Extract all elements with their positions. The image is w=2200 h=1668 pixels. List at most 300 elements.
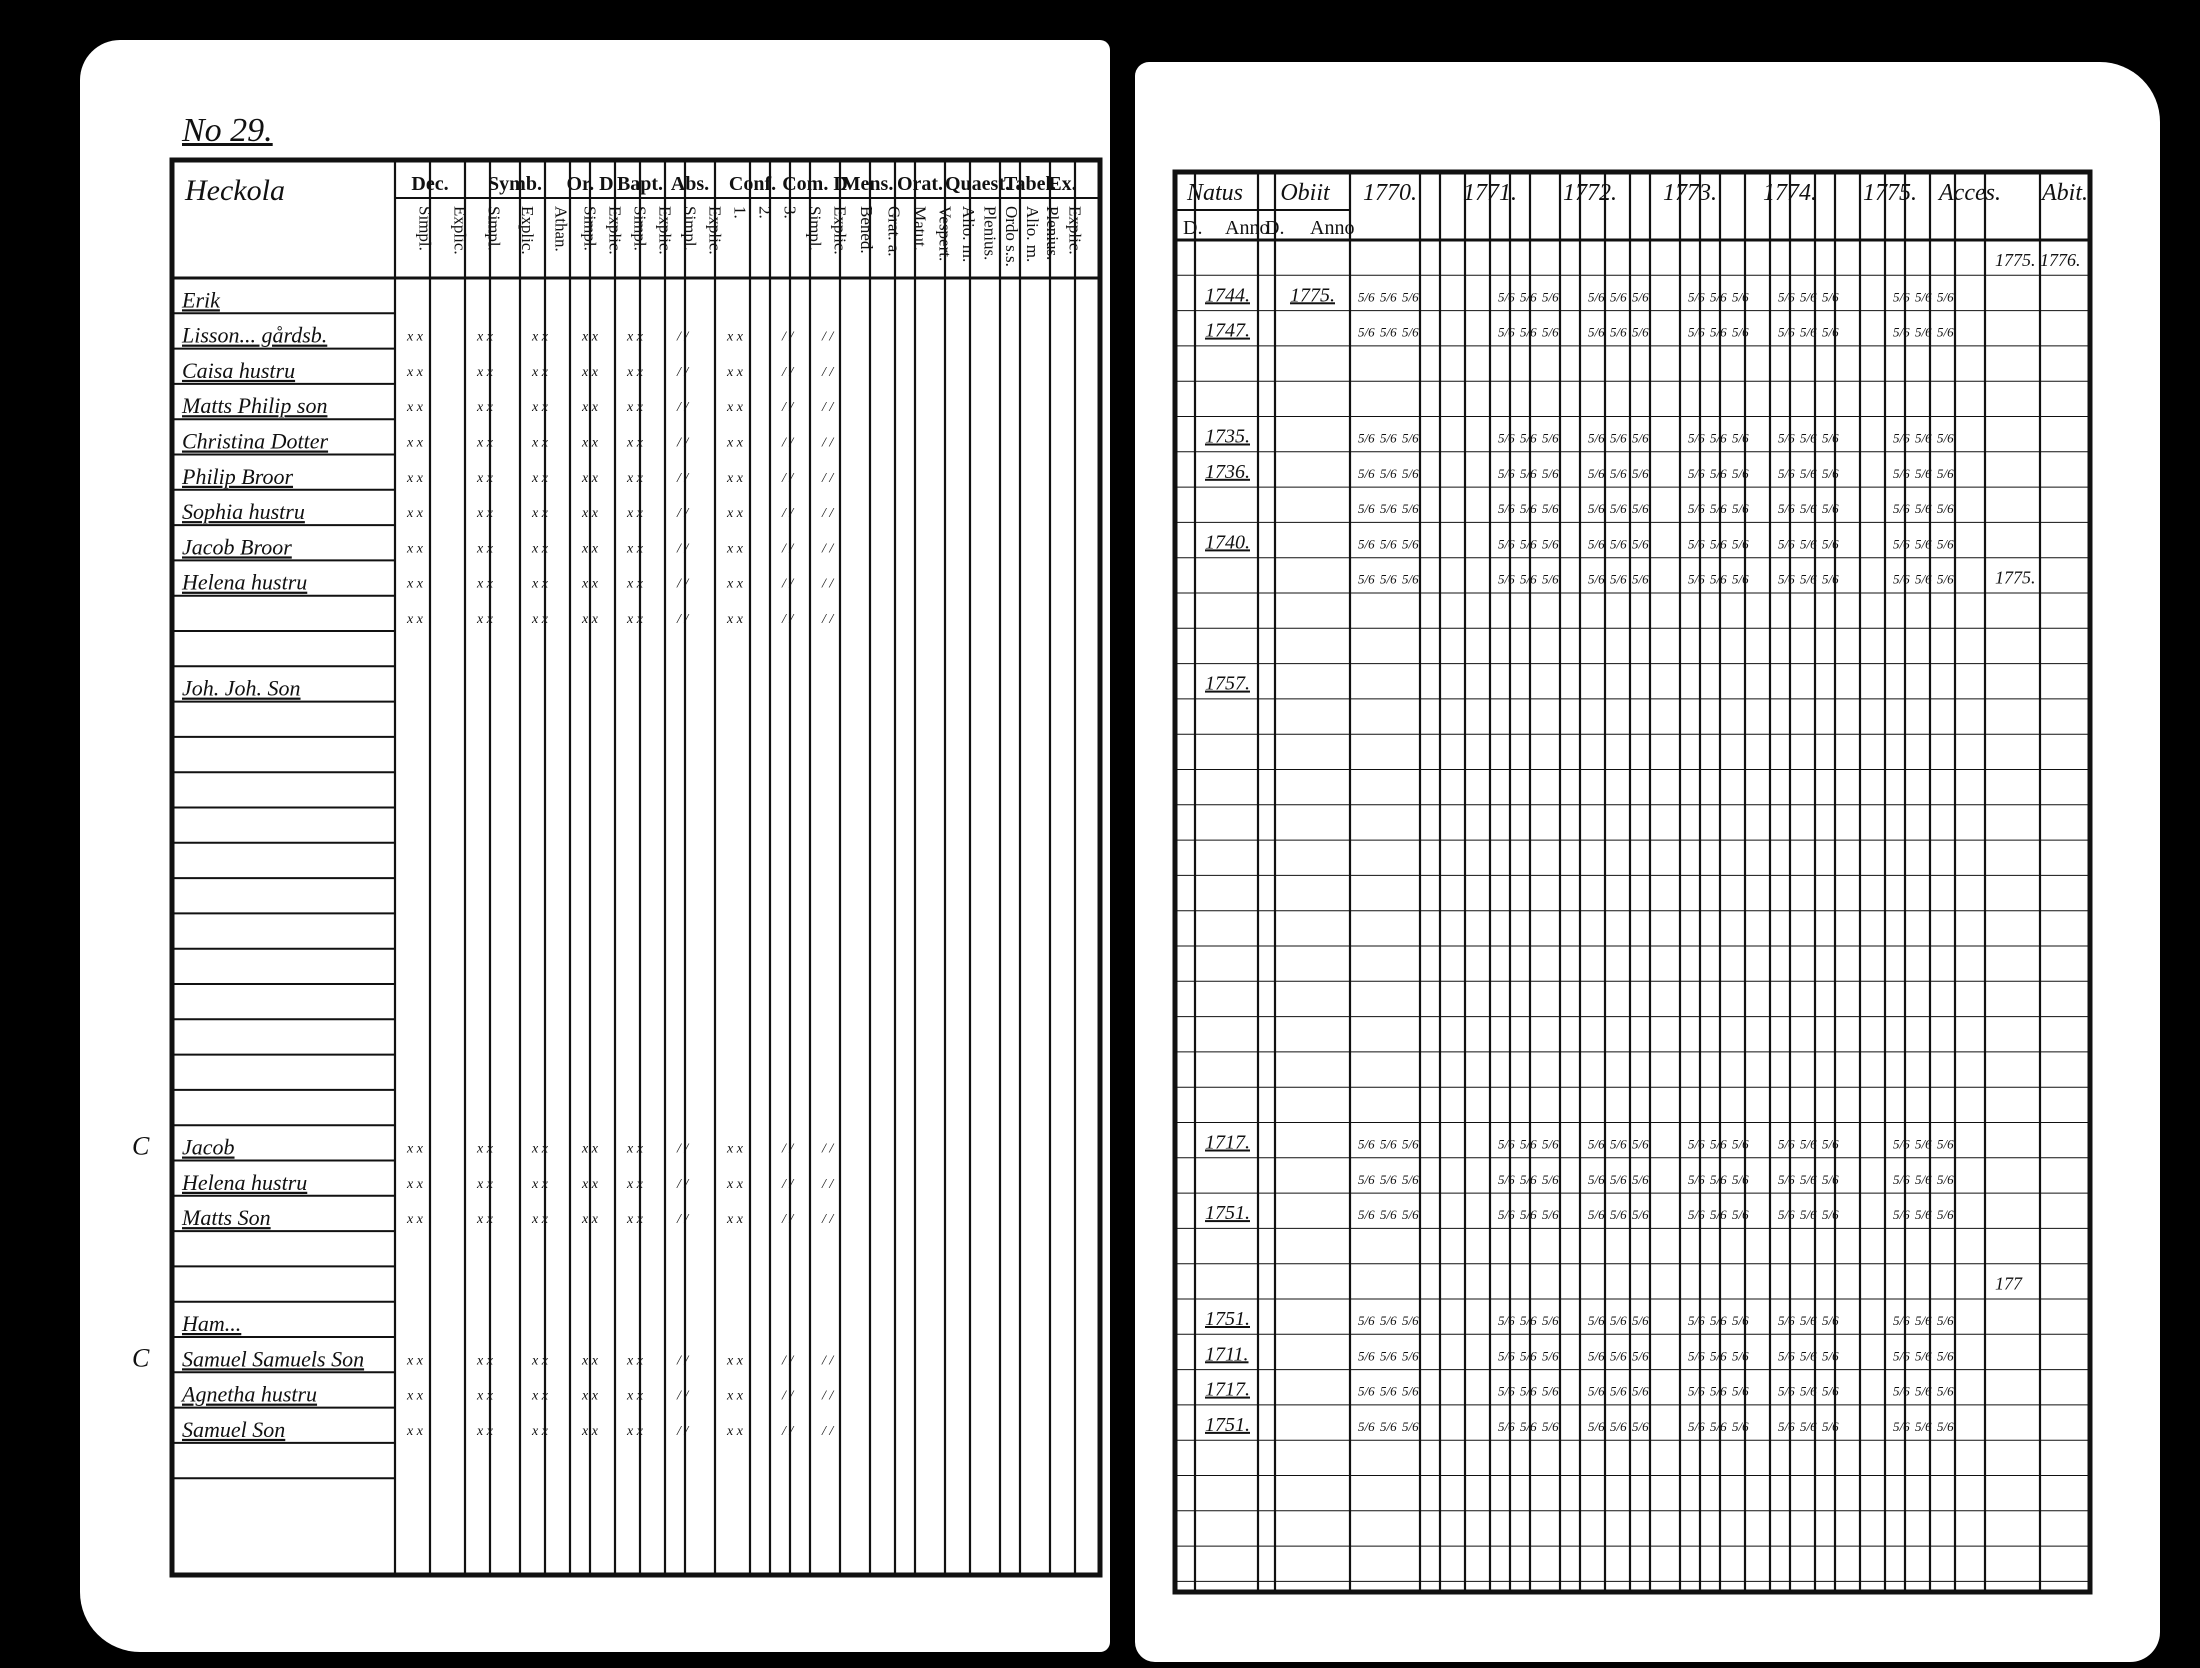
exam-score-mark: 5/6 bbox=[1778, 1207, 1795, 1223]
progress-mark: x x bbox=[532, 1212, 548, 1228]
progress-mark: x x bbox=[407, 329, 423, 345]
progress-mark: x x bbox=[627, 435, 643, 451]
progress-mark: x x bbox=[407, 576, 423, 592]
exam-score-mark: 5/6 bbox=[1893, 571, 1910, 587]
progress-mark: x x bbox=[477, 1176, 493, 1192]
exam-score-mark: 5/6 bbox=[1402, 1348, 1419, 1364]
member-name: Joh. Joh. Son bbox=[182, 675, 301, 701]
exam-score-mark: 5/6 bbox=[1498, 324, 1515, 340]
exam-score-mark: 5/6 bbox=[1800, 501, 1817, 517]
exam-score-mark: 5/6 bbox=[1732, 1171, 1749, 1187]
progress-mark: / / bbox=[782, 576, 794, 592]
progress-mark: / / bbox=[822, 435, 834, 451]
exam-score-mark: 5/6 bbox=[1800, 1383, 1817, 1399]
member-name: Matts Son bbox=[182, 1205, 271, 1231]
exam-score-mark: 5/6 bbox=[1778, 501, 1795, 517]
progress-mark: x x bbox=[627, 612, 643, 627]
progress-mark: x x bbox=[477, 576, 493, 592]
exam-score-mark: 5/6 bbox=[1732, 501, 1749, 517]
exam-score-mark: 5/6 bbox=[1937, 536, 1954, 552]
birth-year: 1717. bbox=[1205, 1378, 1250, 1401]
progress-mark: / / bbox=[822, 1176, 834, 1192]
progress-mark: x x bbox=[477, 435, 493, 451]
exam-score-mark: 5/6 bbox=[1800, 536, 1817, 552]
progress-mark: x x bbox=[407, 612, 423, 627]
year-column-header: 1774. bbox=[1763, 180, 1817, 206]
progress-mark: x x bbox=[582, 576, 598, 592]
exam-score-mark: 5/6 bbox=[1380, 430, 1397, 446]
exam-score-mark: 5/6 bbox=[1893, 1171, 1910, 1187]
acces-abit-year: 1775. 1776. bbox=[1995, 250, 2081, 270]
exam-score-mark: 5/6 bbox=[1520, 465, 1537, 481]
progress-mark: / / bbox=[677, 1212, 689, 1228]
exam-score-mark: 5/6 bbox=[1710, 571, 1727, 587]
birth-year: 1747. bbox=[1205, 319, 1250, 342]
progress-mark: / / bbox=[822, 1141, 834, 1157]
progress-mark: x x bbox=[727, 329, 743, 345]
exam-score-mark: 5/6 bbox=[1893, 1383, 1910, 1399]
column-sub-label: Simpl. bbox=[415, 206, 435, 251]
exam-score-mark: 5/6 bbox=[1915, 501, 1932, 517]
progress-mark: x x bbox=[477, 364, 493, 380]
exam-score-mark: 5/6 bbox=[1402, 571, 1419, 587]
acces-abit-year: 1775. bbox=[1995, 567, 2036, 588]
exam-score-mark: 5/6 bbox=[1402, 1418, 1419, 1434]
column-sub-label: Explic. bbox=[655, 206, 675, 255]
exam-score-mark: 5/6 bbox=[1542, 289, 1559, 305]
exam-score-mark: 5/6 bbox=[1710, 289, 1727, 305]
exam-score-mark: 5/6 bbox=[1402, 1171, 1419, 1187]
progress-mark: / / bbox=[782, 1423, 794, 1439]
column-group-label: Orat. bbox=[896, 173, 944, 195]
progress-mark: x x bbox=[582, 1353, 598, 1369]
exam-score-mark: 5/6 bbox=[1800, 289, 1817, 305]
progress-mark: / / bbox=[782, 1141, 794, 1157]
column-group-label: Or. D bbox=[566, 173, 614, 195]
progress-mark: / / bbox=[782, 1176, 794, 1192]
progress-mark: x x bbox=[407, 400, 423, 416]
member-name: Jacob Broor bbox=[182, 534, 292, 560]
exam-score-mark: 5/6 bbox=[1710, 536, 1727, 552]
exam-score-mark: 5/6 bbox=[1358, 571, 1375, 587]
progress-mark: x x bbox=[627, 541, 643, 557]
exam-score-mark: 5/6 bbox=[1542, 1171, 1559, 1187]
exam-score-mark: 5/6 bbox=[1380, 465, 1397, 481]
column-sub-label: Plenius. bbox=[1043, 206, 1062, 261]
exam-score-mark: 5/6 bbox=[1688, 1418, 1705, 1434]
exam-score-mark: 5/6 bbox=[1822, 1171, 1839, 1187]
exam-score-mark: 5/6 bbox=[1710, 501, 1727, 517]
exam-score-mark: 5/6 bbox=[1732, 536, 1749, 552]
progress-mark: / / bbox=[822, 1353, 834, 1369]
exam-score-mark: 5/6 bbox=[1822, 1313, 1839, 1328]
birth-year: 1757. bbox=[1205, 672, 1250, 695]
exam-score-mark: 5/6 bbox=[1893, 289, 1910, 305]
exam-score-mark: 5/6 bbox=[1688, 324, 1705, 340]
exam-score-mark: 5/6 bbox=[1632, 501, 1649, 517]
exam-score-mark: 5/6 bbox=[1937, 571, 1954, 587]
column-group-label: Bapt. bbox=[616, 173, 664, 195]
exam-score-mark: 5/6 bbox=[1520, 571, 1537, 587]
progress-mark: x x bbox=[477, 470, 493, 486]
exam-score-mark: 5/6 bbox=[1402, 1313, 1419, 1328]
exam-score-mark: 5/6 bbox=[1822, 465, 1839, 481]
column-group-label: Symb. bbox=[488, 173, 542, 195]
progress-mark: / / bbox=[822, 506, 834, 522]
year-column-header: 1771. bbox=[1463, 180, 1517, 206]
exam-score-mark: 5/6 bbox=[1778, 465, 1795, 481]
progress-mark: / / bbox=[822, 470, 834, 486]
progress-mark: x x bbox=[477, 329, 493, 345]
exam-score-mark: 5/6 bbox=[1358, 1171, 1375, 1187]
birth-year: 1744. bbox=[1205, 284, 1250, 307]
margin-mark: C bbox=[132, 1131, 150, 1161]
exam-score-mark: 5/6 bbox=[1610, 430, 1627, 446]
progress-mark: x x bbox=[477, 1388, 493, 1404]
progress-mark: / / bbox=[677, 1353, 689, 1369]
progress-mark: x x bbox=[407, 1141, 423, 1157]
column-sub-label: Athan. bbox=[551, 206, 571, 252]
progress-mark: x x bbox=[582, 1176, 598, 1192]
exam-score-mark: 5/6 bbox=[1688, 430, 1705, 446]
progress-mark: x x bbox=[407, 1388, 423, 1404]
exam-score-mark: 5/6 bbox=[1610, 1418, 1627, 1434]
exam-score-mark: 5/6 bbox=[1688, 1207, 1705, 1223]
progress-mark: x x bbox=[582, 506, 598, 522]
exam-score-mark: 5/6 bbox=[1822, 324, 1839, 340]
exam-score-mark: 5/6 bbox=[1822, 571, 1839, 587]
progress-mark: / / bbox=[782, 470, 794, 486]
progress-mark: / / bbox=[677, 612, 689, 627]
exam-score-mark: 5/6 bbox=[1893, 1136, 1910, 1152]
exam-score-mark: 5/6 bbox=[1610, 501, 1627, 517]
progress-mark: / / bbox=[677, 541, 689, 557]
exam-score-mark: 5/6 bbox=[1778, 324, 1795, 340]
margin-mark: C bbox=[132, 1343, 150, 1373]
progress-mark: / / bbox=[677, 470, 689, 486]
exam-score-mark: 5/6 bbox=[1778, 430, 1795, 446]
progress-mark: x x bbox=[532, 470, 548, 486]
exam-score-mark: 5/6 bbox=[1588, 571, 1605, 587]
exam-score-mark: 5/6 bbox=[1610, 1136, 1627, 1152]
member-name: Matts Philip son bbox=[182, 393, 328, 419]
progress-mark: / / bbox=[822, 576, 834, 592]
exam-score-mark: 5/6 bbox=[1778, 1383, 1795, 1399]
exam-score-mark: 5/6 bbox=[1358, 1383, 1375, 1399]
progress-mark: x x bbox=[727, 612, 743, 627]
progress-mark: x x bbox=[627, 1353, 643, 1369]
exam-score-mark: 5/6 bbox=[1542, 501, 1559, 517]
exam-score-mark: 5/6 bbox=[1778, 536, 1795, 552]
exam-score-mark: 5/6 bbox=[1632, 1136, 1649, 1152]
progress-mark: x x bbox=[407, 364, 423, 380]
exam-score-mark: 5/6 bbox=[1402, 465, 1419, 481]
progress-mark: x x bbox=[407, 435, 423, 451]
exam-score-mark: 5/6 bbox=[1915, 1313, 1932, 1328]
progress-mark: x x bbox=[477, 541, 493, 557]
exam-score-mark: 5/6 bbox=[1778, 289, 1795, 305]
exam-score-mark: 5/6 bbox=[1915, 1136, 1932, 1152]
progress-mark: x x bbox=[582, 541, 598, 557]
exam-score-mark: 5/6 bbox=[1610, 1207, 1627, 1223]
column-group-label: Quaest. bbox=[945, 173, 1010, 195]
exam-score-mark: 5/6 bbox=[1915, 571, 1932, 587]
exam-score-mark: 5/6 bbox=[1380, 536, 1397, 552]
progress-mark: x x bbox=[627, 470, 643, 486]
exam-score-mark: 5/6 bbox=[1498, 1348, 1515, 1364]
place-name: Heckola bbox=[185, 174, 285, 207]
progress-mark: x x bbox=[627, 1388, 643, 1404]
page-number: No 29. bbox=[182, 112, 273, 149]
exam-score-mark: 5/6 bbox=[1520, 1418, 1537, 1434]
exam-score-mark: 5/6 bbox=[1732, 1418, 1749, 1434]
exam-score-mark: 5/6 bbox=[1800, 1171, 1817, 1187]
exam-score-mark: 5/6 bbox=[1822, 1207, 1839, 1223]
exam-score-mark: 5/6 bbox=[1800, 1418, 1817, 1434]
exam-score-mark: 5/6 bbox=[1358, 289, 1375, 305]
exam-score-mark: 5/6 bbox=[1498, 571, 1515, 587]
progress-mark: / / bbox=[782, 364, 794, 380]
exam-score-mark: 5/6 bbox=[1937, 501, 1954, 517]
exam-score-mark: 5/6 bbox=[1632, 1313, 1649, 1328]
progress-mark: x x bbox=[477, 612, 493, 627]
column-sub-label: Simpl. bbox=[805, 206, 825, 251]
exam-score-mark: 5/6 bbox=[1610, 1383, 1627, 1399]
progress-mark: / / bbox=[782, 1212, 794, 1228]
exam-score-mark: 5/6 bbox=[1520, 1348, 1537, 1364]
exam-score-mark: 5/6 bbox=[1358, 465, 1375, 481]
exam-score-mark: 5/6 bbox=[1498, 1171, 1515, 1187]
exam-score-mark: 5/6 bbox=[1380, 1383, 1397, 1399]
year-column-header: 1770. bbox=[1363, 180, 1417, 206]
birth-year: 1751. bbox=[1205, 1413, 1250, 1436]
column-sub-label: Explic. bbox=[1065, 206, 1085, 255]
exam-score-mark: 5/6 bbox=[1800, 571, 1817, 587]
progress-mark: x x bbox=[477, 1212, 493, 1228]
exam-score-mark: 5/6 bbox=[1542, 1136, 1559, 1152]
year-column-header: Abit. bbox=[2042, 180, 2088, 206]
exam-score-mark: 5/6 bbox=[1610, 1348, 1627, 1364]
column-sub-label: Vespert. bbox=[935, 206, 955, 262]
exam-score-mark: 5/6 bbox=[1893, 1313, 1910, 1328]
exam-score-mark: 5/6 bbox=[1688, 1313, 1705, 1328]
exam-score-mark: 5/6 bbox=[1520, 501, 1537, 517]
exam-score-mark: 5/6 bbox=[1542, 1348, 1559, 1364]
exam-score-mark: 5/6 bbox=[1937, 430, 1954, 446]
birth-year: 1751. bbox=[1205, 1202, 1250, 1225]
birth-year: 1711. bbox=[1205, 1343, 1249, 1366]
progress-mark: / / bbox=[677, 1388, 689, 1404]
exam-score-mark: 5/6 bbox=[1610, 536, 1627, 552]
exam-score-mark: 5/6 bbox=[1778, 1136, 1795, 1152]
exam-score-mark: 5/6 bbox=[1937, 465, 1954, 481]
progress-mark: x x bbox=[477, 1423, 493, 1439]
exam-score-mark: 5/6 bbox=[1610, 1313, 1627, 1328]
exam-score-mark: 5/6 bbox=[1632, 430, 1649, 446]
progress-mark: / / bbox=[822, 400, 834, 416]
progress-mark: x x bbox=[582, 1141, 598, 1157]
column-group-label: Mens. bbox=[841, 173, 894, 195]
exam-score-mark: 5/6 bbox=[1778, 571, 1795, 587]
exam-score-mark: 5/6 bbox=[1688, 289, 1705, 305]
exam-score-mark: 5/6 bbox=[1498, 289, 1515, 305]
progress-mark: x x bbox=[727, 506, 743, 522]
progress-mark: / / bbox=[677, 364, 689, 380]
exam-score-mark: 5/6 bbox=[1380, 1313, 1397, 1328]
exam-score-mark: 5/6 bbox=[1915, 1383, 1932, 1399]
exam-score-mark: 5/6 bbox=[1498, 430, 1515, 446]
exam-score-mark: 5/6 bbox=[1800, 1348, 1817, 1364]
exam-score-mark: 5/6 bbox=[1710, 1171, 1727, 1187]
exam-score-mark: 5/6 bbox=[1822, 536, 1839, 552]
member-name: Agnetha hustru bbox=[182, 1381, 318, 1407]
exam-score-mark: 5/6 bbox=[1688, 1171, 1705, 1187]
exam-score-mark: 5/6 bbox=[1402, 536, 1419, 552]
progress-mark: x x bbox=[627, 1141, 643, 1157]
exam-score-mark: 5/6 bbox=[1915, 465, 1932, 481]
exam-score-mark: 5/6 bbox=[1732, 1348, 1749, 1364]
exam-score-mark: 5/6 bbox=[1402, 324, 1419, 340]
column-group-label: Abs. bbox=[670, 173, 710, 195]
column-sub-label: Ordo s.s. bbox=[1002, 206, 1022, 267]
exam-score-mark: 5/6 bbox=[1688, 1348, 1705, 1364]
exam-score-mark: 5/6 bbox=[1542, 1383, 1559, 1399]
birth-year: 1736. bbox=[1205, 460, 1250, 483]
exam-score-mark: 5/6 bbox=[1380, 1418, 1397, 1434]
exam-score-mark: 5/6 bbox=[1358, 1348, 1375, 1364]
exam-score-mark: 5/6 bbox=[1937, 1313, 1954, 1328]
exam-score-mark: 5/6 bbox=[1893, 430, 1910, 446]
progress-mark: x x bbox=[532, 435, 548, 451]
progress-mark: x x bbox=[407, 1176, 423, 1192]
exam-score-mark: 5/6 bbox=[1822, 1418, 1839, 1434]
sub-column-header: D. bbox=[1183, 217, 1203, 239]
exam-score-mark: 5/6 bbox=[1520, 430, 1537, 446]
exam-score-mark: 5/6 bbox=[1520, 1313, 1537, 1328]
progress-mark: x x bbox=[727, 1212, 743, 1228]
member-name: Jacob bbox=[182, 1134, 235, 1160]
exam-score-mark: 5/6 bbox=[1688, 536, 1705, 552]
exam-score-mark: 5/6 bbox=[1358, 430, 1375, 446]
exam-score-mark: 5/6 bbox=[1402, 430, 1419, 446]
exam-score-mark: 5/6 bbox=[1632, 1207, 1649, 1223]
exam-score-mark: 5/6 bbox=[1588, 1418, 1605, 1434]
acces-abit-year: 177 bbox=[1995, 1273, 2022, 1294]
progress-mark: / / bbox=[822, 1388, 834, 1404]
exam-score-mark: 5/6 bbox=[1822, 1383, 1839, 1399]
exam-score-mark: 5/6 bbox=[1915, 536, 1932, 552]
exam-score-mark: 5/6 bbox=[1358, 324, 1375, 340]
exam-score-mark: 5/6 bbox=[1520, 289, 1537, 305]
exam-score-mark: 5/6 bbox=[1610, 465, 1627, 481]
progress-mark: / / bbox=[822, 1423, 834, 1439]
exam-score-mark: 5/6 bbox=[1610, 324, 1627, 340]
progress-mark: x x bbox=[532, 364, 548, 380]
progress-mark: x x bbox=[532, 1176, 548, 1192]
exam-score-mark: 5/6 bbox=[1588, 289, 1605, 305]
progress-mark: x x bbox=[407, 1212, 423, 1228]
exam-score-mark: 5/6 bbox=[1498, 501, 1515, 517]
progress-mark: x x bbox=[627, 1423, 643, 1439]
exam-score-mark: 5/6 bbox=[1800, 324, 1817, 340]
exam-score-mark: 5/6 bbox=[1520, 1383, 1537, 1399]
sub-column-header: D. bbox=[1265, 217, 1285, 239]
exam-score-mark: 5/6 bbox=[1632, 465, 1649, 481]
progress-mark: x x bbox=[532, 1353, 548, 1369]
column-sub-label: Simpl. bbox=[580, 206, 600, 251]
member-name: Erik bbox=[182, 287, 220, 313]
exam-score-mark: 5/6 bbox=[1542, 571, 1559, 587]
exam-score-mark: 5/6 bbox=[1937, 1207, 1954, 1223]
column-group-label: Conf. bbox=[728, 173, 777, 195]
progress-mark: x x bbox=[627, 400, 643, 416]
progress-mark: x x bbox=[532, 612, 548, 627]
exam-score-mark: 5/6 bbox=[1710, 324, 1727, 340]
exam-score-mark: 5/6 bbox=[1498, 1136, 1515, 1152]
progress-mark: x x bbox=[627, 576, 643, 592]
exam-score-mark: 5/6 bbox=[1520, 1171, 1537, 1187]
member-name: Sophia hustru bbox=[182, 499, 305, 525]
progress-mark: x x bbox=[582, 435, 598, 451]
exam-score-mark: 5/6 bbox=[1632, 1383, 1649, 1399]
birth-year: 1735. bbox=[1205, 425, 1250, 448]
exam-score-mark: 5/6 bbox=[1778, 1348, 1795, 1364]
exam-score-mark: 5/6 bbox=[1732, 430, 1749, 446]
progress-mark: x x bbox=[627, 506, 643, 522]
exam-score-mark: 5/6 bbox=[1588, 1383, 1605, 1399]
column-sub-label: Simpl. bbox=[680, 206, 700, 251]
progress-mark: / / bbox=[677, 329, 689, 345]
exam-score-mark: 5/6 bbox=[1610, 571, 1627, 587]
exam-score-mark: 5/6 bbox=[1588, 1207, 1605, 1223]
exam-score-mark: 5/6 bbox=[1588, 536, 1605, 552]
progress-mark: x x bbox=[582, 612, 598, 627]
progress-mark: x x bbox=[532, 1423, 548, 1439]
birth-year: 1740. bbox=[1205, 531, 1250, 554]
exam-score-mark: 5/6 bbox=[1688, 1136, 1705, 1152]
exam-score-mark: 5/6 bbox=[1822, 501, 1839, 517]
exam-score-mark: 5/6 bbox=[1893, 1348, 1910, 1364]
exam-score-mark: 5/6 bbox=[1937, 1171, 1954, 1187]
exam-score-mark: 5/6 bbox=[1520, 324, 1537, 340]
column-group-label: Com. D bbox=[782, 173, 848, 195]
exam-score-mark: 5/6 bbox=[1778, 1418, 1795, 1434]
year-column-header: 1775. bbox=[1863, 180, 1917, 206]
column-sub-label: 2. bbox=[755, 206, 775, 219]
exam-score-mark: 5/6 bbox=[1610, 289, 1627, 305]
column-sub-label: Matut. bbox=[910, 206, 930, 251]
birth-year: 1717. bbox=[1205, 1131, 1250, 1154]
exam-score-mark: 5/6 bbox=[1380, 1136, 1397, 1152]
exam-score-mark: 5/6 bbox=[1380, 1171, 1397, 1187]
progress-mark: x x bbox=[477, 1141, 493, 1157]
progress-mark: x x bbox=[727, 541, 743, 557]
exam-score-mark: 5/6 bbox=[1588, 1313, 1605, 1328]
exam-score-mark: 5/6 bbox=[1822, 1348, 1839, 1364]
progress-mark: / / bbox=[822, 329, 834, 345]
member-name: Philip Broor bbox=[182, 463, 294, 489]
right-table-frame bbox=[1175, 172, 2090, 1592]
year-column-header: Acces. bbox=[1939, 180, 2001, 206]
exam-score-mark: 5/6 bbox=[1632, 324, 1649, 340]
column-group-label: Tabel. bbox=[1003, 173, 1057, 195]
member-name: Christina Dotter bbox=[182, 428, 329, 454]
progress-mark: x x bbox=[477, 506, 493, 522]
progress-mark: x x bbox=[727, 576, 743, 592]
exam-score-mark: 5/6 bbox=[1358, 1207, 1375, 1223]
member-name: Ham... bbox=[182, 1311, 242, 1336]
exam-score-mark: 5/6 bbox=[1498, 536, 1515, 552]
